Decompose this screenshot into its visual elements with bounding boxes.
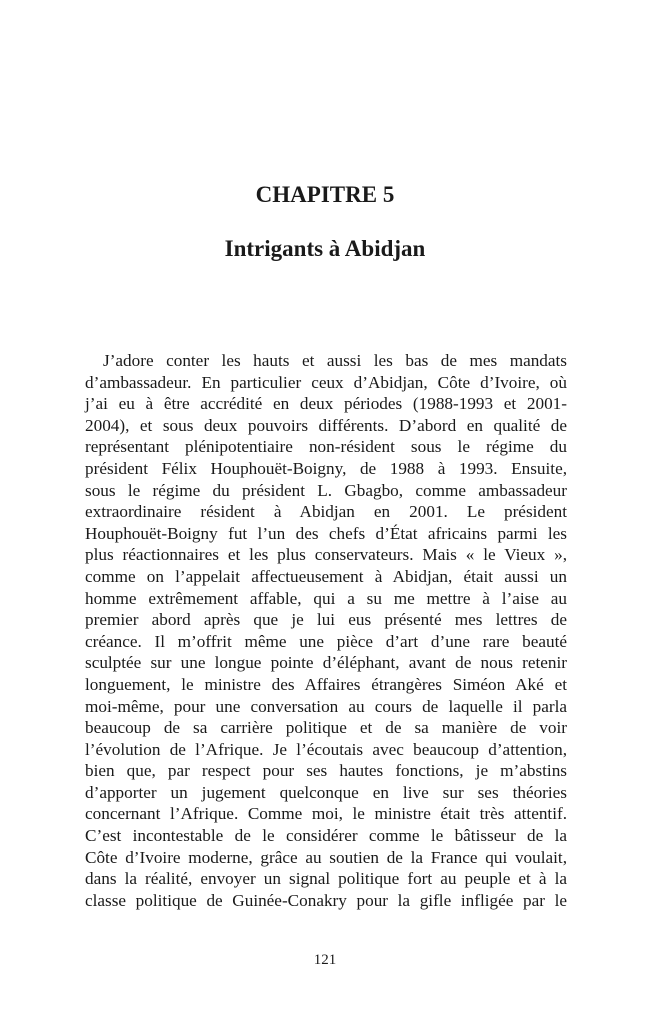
text-line: Côte d’Ivoire moderne, grâce au soutien de la France qui voulait,: [85, 847, 567, 867]
text-line: longuement, le ministre des Affaires étrangères Siméon Aké et: [85, 674, 567, 694]
text-line: d’ambassadeur. En particulier ceux d’Abidjan, Côte d’Ivoire, où: [85, 372, 567, 392]
chapter-number: CHAPITRE 5: [255, 182, 395, 207]
text-line: C’est incontestable de le considérer comme le bâtisseur de la: [85, 826, 567, 846]
text-line: Houphouët-Boigny fut l’un des chefs d’État africains parmi les: [85, 523, 567, 543]
text-line: président Félix Houphouët-Boigny, de 1988 à 1993. Ensuite,: [85, 458, 567, 478]
body-text: [85, 350, 567, 911]
chapter-title: Intrigants à Abidjan: [224, 236, 426, 261]
text-line: bien que, par respect pour ses hautes fonctions, je m’abstins: [85, 761, 567, 781]
text-line: classe politique de Guinée-Conakry pour la gifle infligée par le: [85, 890, 567, 910]
text-line: J’adore conter les hauts et aussi les bas de mes mandats: [103, 351, 567, 370]
text-line: créance. Il m’offrit même une pièce d’art d’une rare beauté: [85, 631, 567, 651]
page-number: 121: [313, 952, 337, 968]
text-line: sculptée sur une longue pointe d’éléphant, avant de nous retenir: [85, 653, 567, 673]
text-line: d’apporter un jugement quelconque en live sur ses théories: [85, 782, 567, 802]
text-line: concernant l’Afrique. Comme moi, le ministre était très attentif.: [85, 804, 567, 824]
text-line: premier abord après que je lui eus présenté mes lettres de: [85, 610, 567, 630]
text-line: moi-même, pour une conversation au cours de laquelle il parla: [85, 696, 567, 716]
text-line: sous le régime du président L. Gbagbo, comme ambassadeur: [85, 480, 567, 500]
text-line: comme on l’appelait affectueusement à Abidjan, était aussi un: [85, 566, 567, 586]
text-line: beaucoup de sa carrière politique et de sa manière de voir: [85, 718, 567, 738]
text-line: 2004), et sous deux pouvoirs différents. D’abord en qualité de: [85, 415, 567, 435]
text-line: homme extrêmement affable, qui a su me mettre à l’aise au: [85, 588, 567, 608]
text-line: représentant plénipotentiaire non-résident sous le régime du: [85, 437, 567, 457]
text-line: dans la réalité, envoyer un signal politique fort au peuple et à la: [85, 869, 567, 889]
text-line: plus réactionnaires et les plus conservateurs. Mais « le Vieux »,: [85, 545, 567, 565]
text-line: l’évolution de l’Afrique. Je l’écoutais avec beaucoup d’attention,: [85, 739, 567, 759]
text-line: j’ai eu à être accrédité en deux périodes (1988-1993 et 2001-: [85, 394, 567, 414]
text-line: extraordinaire résident à Abidjan en 2001. Le président: [85, 502, 567, 522]
